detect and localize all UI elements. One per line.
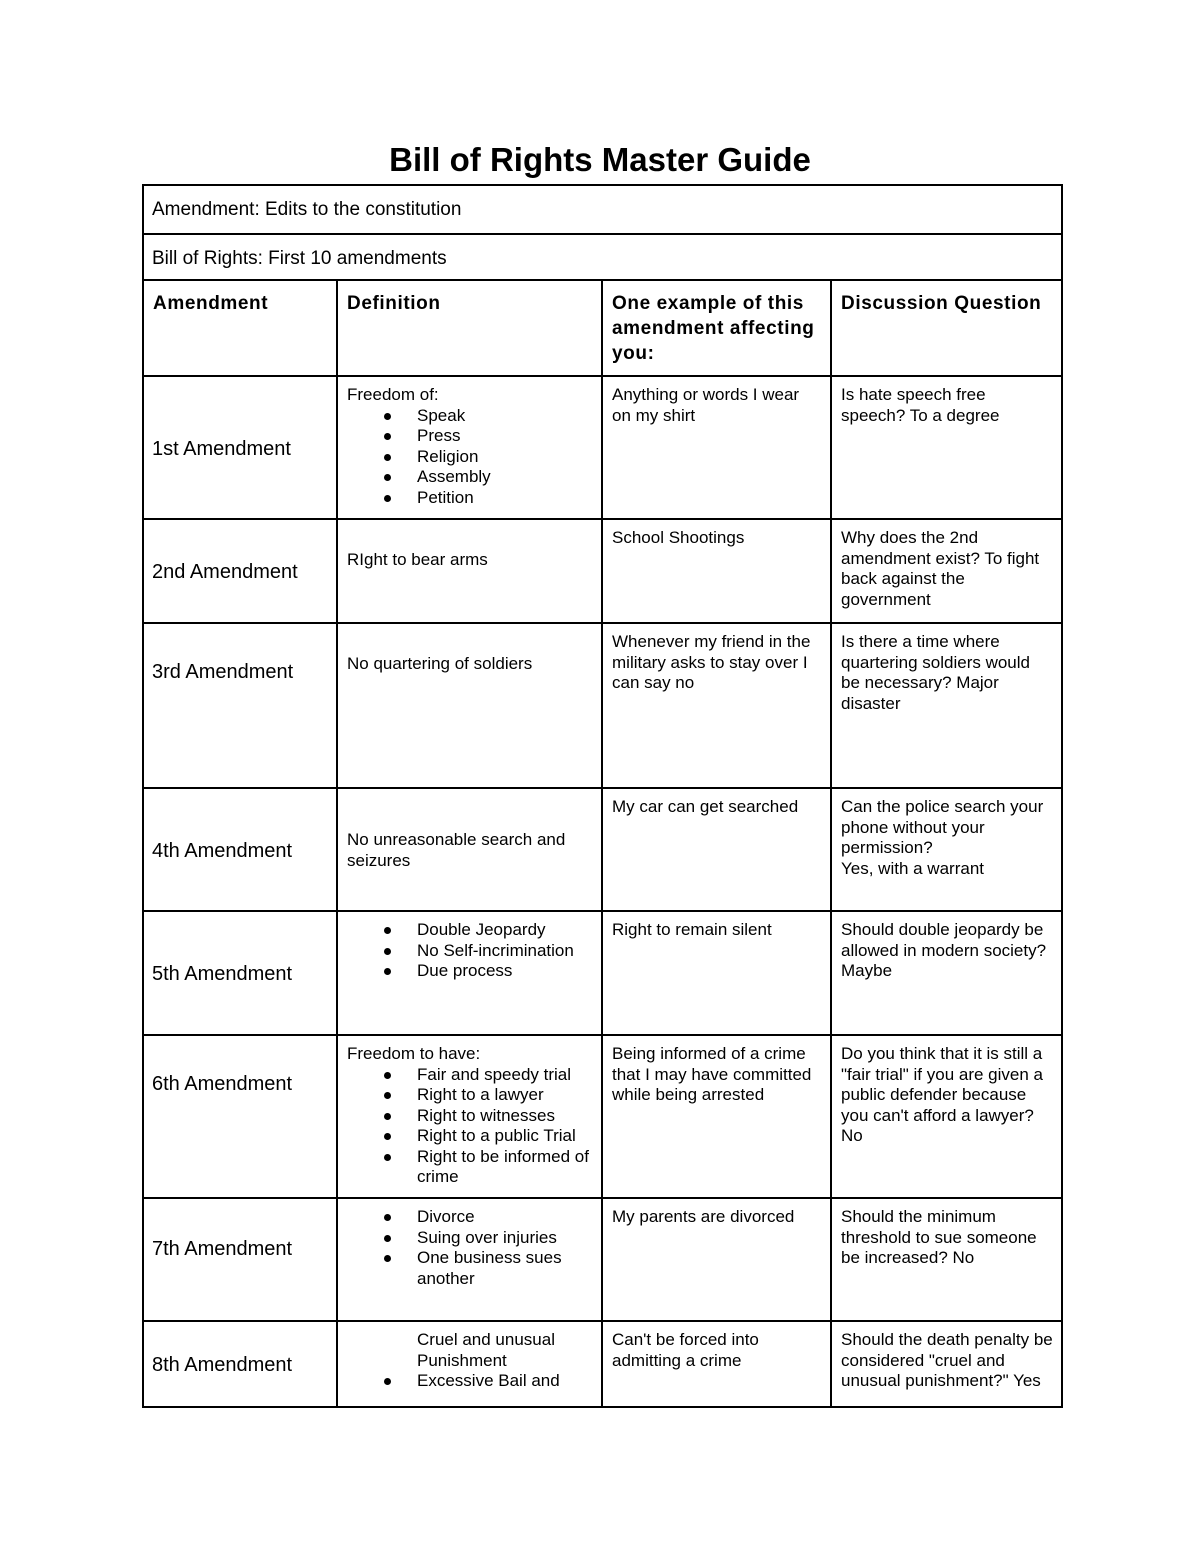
- bullet-icon: [384, 1154, 391, 1161]
- list-item: Religion: [417, 447, 593, 468]
- list-item: Suing over injuries: [417, 1228, 593, 1249]
- question-cell: Do you think that it is still a "fair trial" if you are given a public defender because you can't afford a lawyer? No: [831, 1035, 1062, 1198]
- bullet-icon: [384, 1092, 391, 1099]
- example-cell: Being informed of a crime that I may have committed while being arrested: [602, 1035, 831, 1198]
- amendment-name: 6th Amendment: [143, 1035, 337, 1198]
- amendment-definition-cell: Amendment: Edits to the constitution: [143, 185, 1062, 234]
- list-item: Petition: [417, 488, 593, 509]
- definition-cell: [337, 911, 602, 1035]
- question-cell: Should the death penalty be considered "cruel and unusual punishment?" Yes: [831, 1321, 1062, 1407]
- definition-list: [347, 1207, 593, 1289]
- list-item: Cruel and unusual Punishment: [417, 1330, 555, 1370]
- bullet-icon: [384, 454, 391, 461]
- amendment-name: 4th Amendment: [143, 788, 337, 911]
- amendment-name: 2nd Amendment: [143, 519, 337, 623]
- definition-cell: [337, 1321, 602, 1407]
- amendment-name: 5th Amendment: [143, 911, 337, 1035]
- intro-row: [143, 185, 1062, 234]
- intro-row: [143, 234, 1062, 280]
- example-cell: Right to remain silent: [602, 911, 831, 1035]
- example-cell: Can't be forced into admitting a crime: [602, 1321, 831, 1407]
- definition-text: Freedom to have:: [347, 1044, 481, 1063]
- bullet-icon: [384, 474, 391, 481]
- definition-cell: No quartering of soldiers: [337, 623, 602, 788]
- bill-of-rights-definition-cell: Bill of Rights: First 10 amendments: [143, 234, 1062, 280]
- table-row: [143, 1035, 1062, 1198]
- bill-of-rights-table: [142, 184, 1063, 1408]
- table-row: [143, 1321, 1062, 1407]
- amendment-name: 7th Amendment: [143, 1198, 337, 1321]
- bullet-icon: [384, 1255, 391, 1262]
- list-item: Divorce: [417, 1207, 593, 1228]
- list-item: One business sues another: [417, 1248, 593, 1289]
- bullet-icon: [384, 1113, 391, 1120]
- list-item: Right to be informed of crime: [417, 1147, 593, 1188]
- bullet-icon: [384, 927, 391, 934]
- list-item: Right to a lawyer: [417, 1085, 593, 1106]
- amendment-name: 1st Amendment: [143, 376, 337, 519]
- definition-cell: [337, 376, 602, 519]
- example-cell: My car can get searched: [602, 788, 831, 911]
- list-item: Assembly: [417, 467, 593, 488]
- table-row: [143, 519, 1062, 623]
- list-item: Speak: [417, 406, 593, 427]
- question-answer: Yes, with a warrant: [841, 858, 984, 878]
- question-cell: Should the minimum threshold to sue someone be increased? No: [831, 1198, 1062, 1321]
- definition-text: Freedom of:: [347, 385, 439, 404]
- list-item: Fair and speedy trial: [417, 1065, 593, 1086]
- bullet-icon: [384, 1133, 391, 1140]
- bullet-icon: [384, 495, 391, 502]
- question-text: Can the police search your phone without your permission?: [841, 797, 1044, 857]
- bullet-icon: [384, 413, 391, 420]
- table-row: [143, 623, 1062, 788]
- bullet-icon: [384, 968, 391, 975]
- definition-cell: No unreasonable search and seizures: [337, 788, 602, 911]
- table-row: [143, 376, 1062, 519]
- question-cell: Is there a time where quartering soldiers would be necessary? Major disaster: [831, 623, 1062, 788]
- bullet-icon: [384, 1072, 391, 1079]
- table-row: [143, 788, 1062, 911]
- question-cell: Should double jeopardy be allowed in modern society? Maybe: [831, 911, 1062, 1035]
- example-cell: Anything or words I wear on my shirt: [602, 376, 831, 519]
- header-example: One example of this amendment affecting you:: [602, 280, 831, 376]
- example-cell: My parents are divorced: [602, 1198, 831, 1321]
- definition-list: [347, 1330, 593, 1392]
- question-cell: [831, 788, 1062, 911]
- amendment-name: 8th Amendment: [143, 1321, 337, 1407]
- question-cell: Is hate speech free speech? To a degree: [831, 376, 1062, 519]
- list-item: Due process: [417, 961, 593, 982]
- definition-list: [347, 920, 593, 982]
- definition-cell: RIght to bear arms: [337, 519, 602, 623]
- bullet-icon: [384, 1378, 391, 1385]
- list-item: Right to witnesses: [417, 1106, 593, 1127]
- amendment-name: 3rd Amendment: [143, 623, 337, 788]
- definition-list: [347, 406, 593, 509]
- example-cell: Whenever my friend in the military asks to stay over I can say no: [602, 623, 831, 788]
- definition-cell: [337, 1198, 602, 1321]
- bullet-icon: [384, 433, 391, 440]
- header-row: [143, 280, 1062, 376]
- list-item: Double Jeopardy: [417, 920, 593, 941]
- table-row: [143, 911, 1062, 1035]
- header-definition: Definition: [337, 280, 602, 376]
- list-item: No Self-incrimination: [417, 941, 593, 962]
- header-discussion-question: Discussion Question: [831, 280, 1062, 376]
- list-item: Right to a public Trial: [417, 1126, 593, 1147]
- bullet-icon: [384, 1235, 391, 1242]
- header-amendment: Amendment: [143, 280, 337, 376]
- page-title: Bill of Rights Master Guide: [389, 141, 811, 178]
- bullet-icon: [384, 1214, 391, 1221]
- bullet-icon: [384, 948, 391, 955]
- list-item: Press: [417, 426, 593, 447]
- example-cell: School Shootings: [602, 519, 831, 623]
- table-row: [143, 1198, 1062, 1321]
- question-cell: Why does the 2nd amendment exist? To fight back against the government: [831, 519, 1062, 623]
- definition-list: [347, 1065, 593, 1188]
- definition-cell: [337, 1035, 602, 1198]
- list-item: Excessive Bail and: [417, 1371, 593, 1392]
